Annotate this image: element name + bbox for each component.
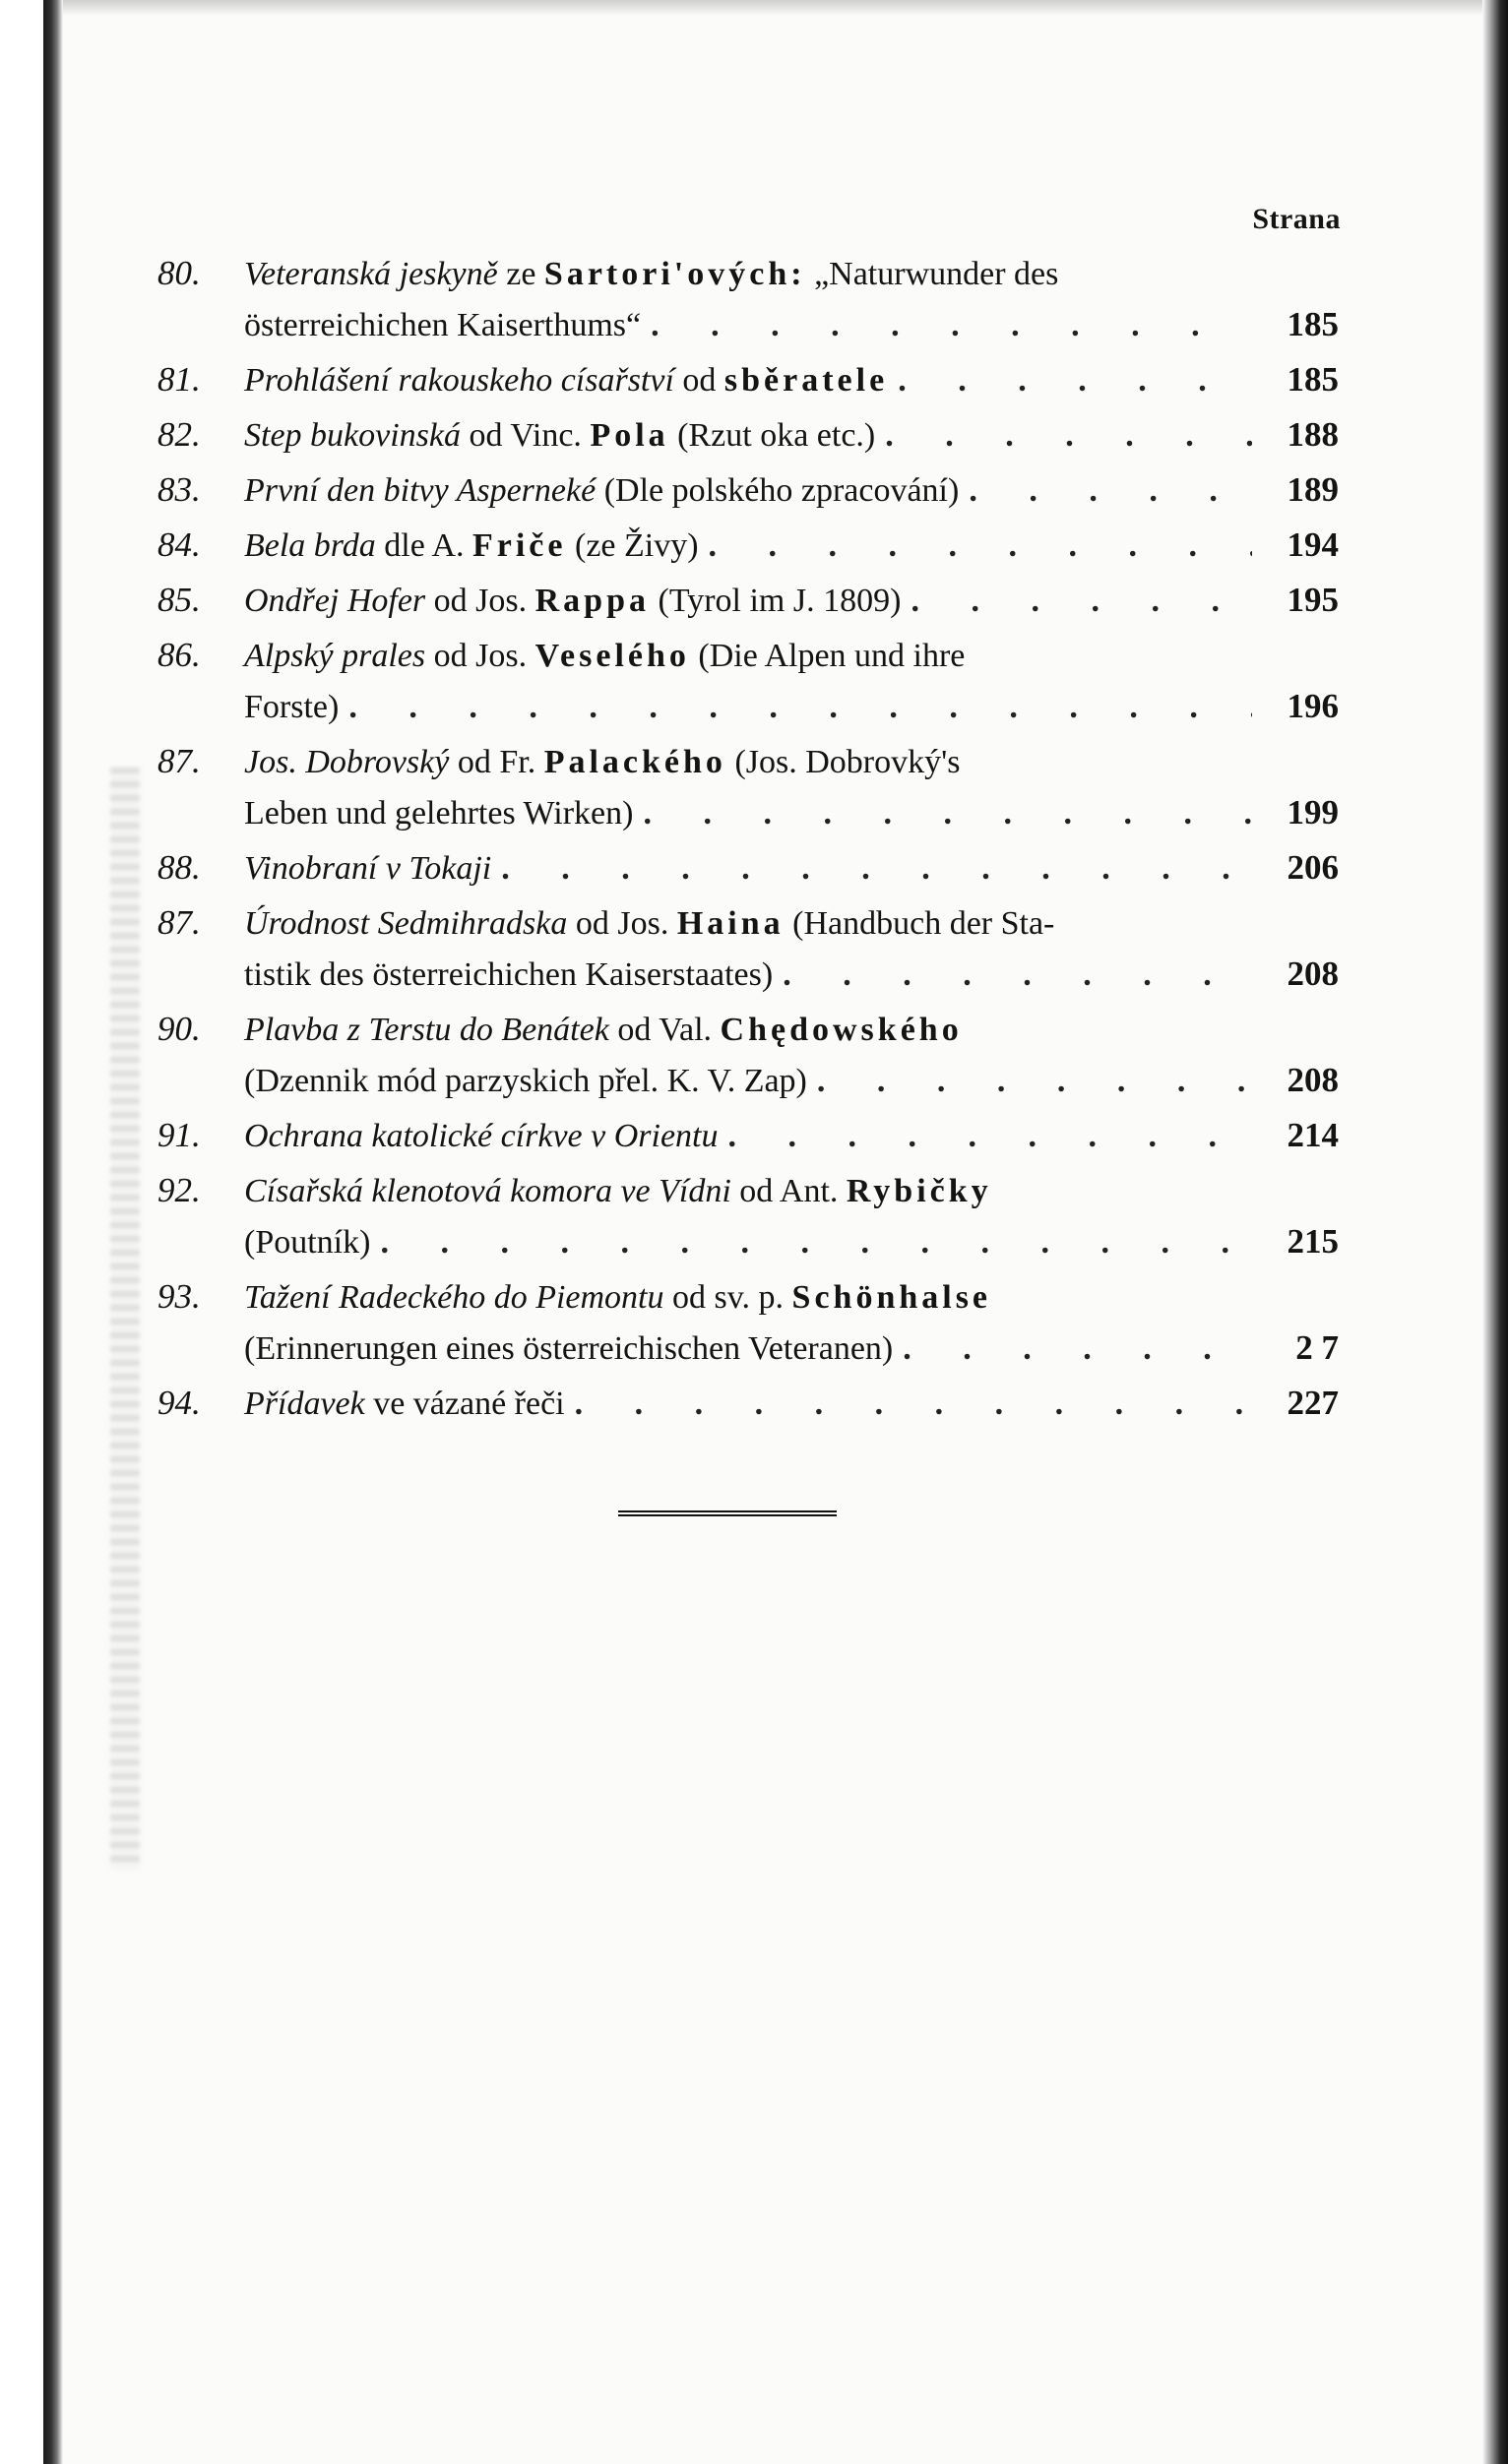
toc-entry-line (157, 354, 1339, 405)
leader-dots (969, 465, 1252, 516)
toc-entry-line (157, 248, 1339, 299)
entry-by: od Fr. (457, 744, 536, 780)
entry-text (244, 737, 960, 787)
entry-number: 81. (157, 360, 201, 399)
toc-entry-line (157, 736, 1339, 787)
page-number: 2 7 (1295, 1328, 1339, 1367)
entry-text (244, 843, 491, 893)
leader-dots (380, 1217, 1252, 1267)
entry-number: 92. (157, 1171, 201, 1209)
toc-entry-line (157, 842, 1339, 893)
leader-dots (885, 410, 1252, 461)
entry-title: Prohlášení rakouskeho císařství (244, 362, 674, 399)
entry-title: Bela brda (244, 527, 376, 564)
table-of-contents (157, 248, 1339, 1433)
entry-title: Přídavek (244, 1386, 365, 1422)
toc-entry (157, 464, 1339, 516)
entry-subtitle: (ze Živy) (575, 527, 699, 564)
toc-entry-line (157, 787, 1339, 838)
entry-title: Alpský prales (244, 638, 426, 674)
entry-title: Veteranská jeskyně (244, 256, 498, 292)
entry-author: Sartori'ových: (543, 256, 806, 292)
page-number: 188 (1287, 415, 1339, 454)
toc-entry (157, 354, 1339, 405)
page-number: 185 (1287, 360, 1339, 399)
entry-subtitle: (Erinnerungen eines österreichischen Veteranen) (244, 1330, 894, 1367)
entry-text (244, 355, 888, 405)
entry-subtitle: Forste) (244, 689, 340, 725)
toc-entry-line (157, 949, 1339, 1000)
entry-text (244, 576, 901, 626)
leader-dots (501, 843, 1252, 893)
entry-subtitle: (Jos. Dobrovký's (734, 744, 961, 780)
entry-by: od Ant. (739, 1173, 839, 1209)
entry-author: Rappa (534, 583, 650, 619)
toc-entry (157, 1004, 1339, 1106)
entry-number: 80. (157, 254, 201, 292)
entry-title: Ochrana katolické církve v Orientu (244, 1118, 719, 1154)
entry-number: 83. (157, 470, 201, 509)
toc-entry (157, 520, 1339, 571)
entry-title: Ondřej Hofer (244, 583, 426, 619)
entry-subtitle: österreichichen Kaiserthums“ (244, 307, 642, 343)
toc-entry-line (157, 520, 1339, 571)
binding-shadow (110, 768, 140, 1870)
entry-author: Haina (676, 905, 785, 942)
entry-text (244, 1324, 893, 1374)
entry-title: Jos. Dobrovský (244, 744, 450, 780)
entry-title: Vinobraní v Tokaji (244, 850, 492, 887)
entry-by: od (682, 362, 717, 399)
toc-entry-line (157, 1323, 1339, 1374)
page-number: 194 (1287, 525, 1339, 564)
entry-text (244, 1217, 370, 1267)
end-divider (618, 1510, 837, 1516)
entry-number: 88. (157, 848, 201, 887)
entry-subtitle: (Dzennik mód parzyskich přel. K. V. Zap) (244, 1063, 807, 1099)
leader-dots (783, 950, 1252, 1000)
entry-text (244, 1005, 963, 1055)
toc-entry (157, 575, 1339, 626)
toc-entry (157, 1378, 1339, 1429)
entry-text (244, 249, 1058, 299)
entry-author: Chędowského (720, 1012, 963, 1048)
leader-dots (643, 788, 1252, 838)
entry-text (244, 1111, 718, 1161)
toc-entry (157, 1165, 1339, 1267)
entry-title: Plavba z Terstu do Benátek (244, 1012, 609, 1048)
entry-number: 87. (157, 903, 201, 942)
page-number: 214 (1287, 1116, 1339, 1154)
leader-dots (575, 1379, 1252, 1429)
toc-entry-line (157, 630, 1339, 681)
entry-by: od sv. p. (672, 1279, 785, 1316)
entry-text (244, 1272, 991, 1323)
entry-text (244, 410, 875, 461)
entry-subtitle: (Poutník) (244, 1224, 371, 1261)
entry-number: 93. (157, 1277, 201, 1316)
toc-entry (157, 1110, 1339, 1161)
entry-number: 87. (157, 742, 201, 780)
toc-entry-line (157, 409, 1339, 461)
toc-entry (157, 248, 1339, 350)
entry-text (244, 631, 965, 681)
page-number: 189 (1287, 470, 1339, 509)
toc-entry-line (157, 1216, 1339, 1267)
entry-title: Tažení Radeckého do Piemontu (244, 1279, 664, 1316)
page-number: 185 (1287, 305, 1339, 343)
entry-subtitle: (Die Alpen und ihre (698, 638, 966, 674)
entry-subtitle: tistik des österreichichen Kaiserstaates) (244, 956, 774, 993)
entry-subtitle: (Dle polského zpracování) (603, 472, 960, 509)
entry-number: 91. (157, 1116, 201, 1154)
page-number: 199 (1287, 793, 1339, 832)
toc-entry (157, 409, 1339, 461)
entry-author: sběratele (723, 362, 889, 399)
entry-author: Rybičky (846, 1173, 992, 1209)
toc-entry (157, 630, 1339, 732)
entry-subtitle: (Tyrol im J. 1809) (658, 583, 902, 619)
entry-number: 86. (157, 636, 201, 674)
entry-by: ze (506, 256, 536, 292)
leader-dots (898, 355, 1252, 405)
toc-entry (157, 1271, 1339, 1374)
page-number: 208 (1287, 1061, 1339, 1099)
entry-subtitle: (Handbuch der Sta- (792, 905, 1055, 942)
leader-dots (817, 1056, 1252, 1106)
leader-dots (348, 682, 1252, 732)
toc-entry-line (157, 681, 1339, 732)
entry-subtitle: (Rzut oka etc.) (677, 417, 876, 454)
entry-title: Step bukovinská (244, 417, 461, 454)
leader-dots (903, 1324, 1252, 1374)
toc-entry-line (157, 1110, 1339, 1161)
entry-by: od Val. (617, 1012, 713, 1048)
toc-entry-line (157, 1004, 1339, 1055)
entry-text (244, 1056, 807, 1106)
toc-entry-line (157, 299, 1339, 350)
entry-number: 90. (157, 1010, 201, 1048)
entry-text (244, 300, 641, 350)
entry-subtitle: „Naturwunder des (814, 256, 1059, 292)
page-number: 195 (1287, 581, 1339, 619)
entry-number: 94. (157, 1384, 201, 1422)
toc-entry-line (157, 897, 1339, 949)
toc-entry-line (157, 1271, 1339, 1323)
leader-dots (651, 300, 1252, 350)
page-number: 208 (1287, 955, 1339, 993)
leader-dots (911, 576, 1252, 626)
page-number: 206 (1287, 848, 1339, 887)
entry-subtitle: ve vázané řeči (373, 1386, 565, 1422)
entry-by: od Jos. (433, 583, 528, 619)
entry-author: Pola (590, 417, 669, 454)
page-left-edge (43, 0, 63, 2464)
entry-by: od Vinc. (469, 417, 582, 454)
toc-entry-line (157, 1165, 1339, 1216)
entry-author: Schönhalse (791, 1279, 992, 1316)
entry-text (244, 788, 633, 838)
entry-by: od Jos. (433, 638, 528, 674)
page-right-edge (1482, 0, 1508, 2464)
entry-text (244, 898, 1054, 949)
entry-number: 85. (157, 581, 201, 619)
entry-text (244, 950, 773, 1000)
entry-title: Úrodnost Sedmihradska (244, 905, 568, 942)
entry-title: Císařská klenotová komora ve Vídni (244, 1173, 731, 1209)
entry-title: První den bitvy Asperneké (244, 472, 597, 509)
entry-subtitle: Leben und gelehrtes Wirken) (244, 795, 634, 832)
leader-dots (709, 521, 1252, 571)
toc-entry-line (157, 575, 1339, 626)
toc-entry (157, 842, 1339, 893)
entry-by: dle A. (384, 527, 465, 564)
toc-entry (157, 897, 1339, 1000)
entry-text (244, 465, 959, 516)
entry-author: Palackého (543, 744, 726, 780)
entry-by: od Jos. (575, 905, 669, 942)
entry-text (244, 521, 699, 571)
page-number: 227 (1287, 1384, 1339, 1422)
entry-text (244, 682, 339, 732)
column-heading-strana: Strana (1252, 203, 1341, 235)
leader-dots (727, 1111, 1252, 1161)
entry-number: 82. (157, 415, 201, 454)
toc-entry-line (157, 464, 1339, 516)
entry-author: Friče (472, 527, 567, 564)
entry-author: Veselého (534, 638, 690, 674)
entry-text (244, 1166, 992, 1216)
entry-text (244, 1379, 565, 1429)
page-number: 215 (1287, 1222, 1339, 1261)
entry-number: 84. (157, 525, 201, 564)
toc-entry-line (157, 1055, 1339, 1106)
page-number: 196 (1287, 687, 1339, 725)
toc-entry-line (157, 1378, 1339, 1429)
page-top-edge (43, 0, 1508, 16)
toc-entry (157, 736, 1339, 838)
